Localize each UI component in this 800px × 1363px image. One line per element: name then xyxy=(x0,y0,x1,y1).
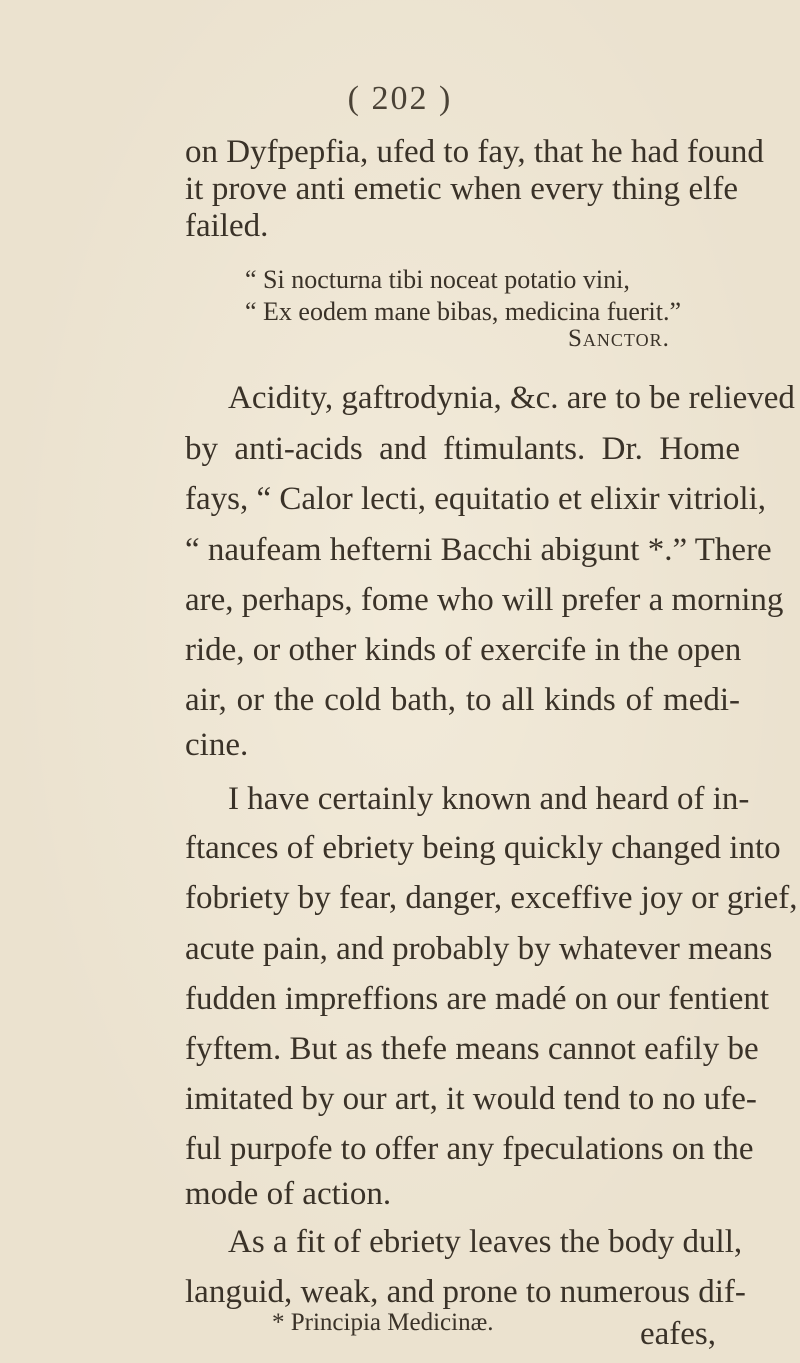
text-line: by anti-acids and ftimulants. Dr. Home xyxy=(185,431,740,467)
text-line: cine. xyxy=(185,727,249,763)
text-line: “ naufeam hefterni Bacchi abigunt *.” There xyxy=(185,532,772,568)
text-line: ful purpofe to offer any fpeculations on the xyxy=(185,1131,754,1167)
text-line: are, perhaps, fome who will prefer a morning xyxy=(185,582,784,618)
text-line: ride, or other kinds of exercife in the open xyxy=(185,632,742,668)
catchword: eafes, xyxy=(640,1316,717,1352)
footnote: * Principia Medicinæ. xyxy=(272,1309,494,1336)
text-line: mode of action. xyxy=(185,1176,392,1212)
page-number: ( 202 ) xyxy=(347,80,453,117)
text-line: languid, weak, and prone to numerous dif- xyxy=(185,1274,746,1310)
quote-line: “ Ex eodem mane bibas, medicina fuerit.” xyxy=(245,297,682,326)
text-line: Acidity, gaftrodynia, &c. are to be relieved xyxy=(228,380,795,416)
text-line: fudden impreffions are madé on our fentient xyxy=(185,981,770,1017)
text-line: fyftem. But as thefe means cannot eafily be xyxy=(185,1031,759,1067)
text-line: failed. xyxy=(185,208,269,244)
text-line: it prove anti emetic when every thing elfe xyxy=(185,171,738,207)
quote-attribution: Sanctor. xyxy=(568,325,670,352)
text-line: As a fit of ebriety leaves the body dull, xyxy=(228,1224,743,1260)
text-line: air, or the cold bath, to all kinds of medi- xyxy=(185,682,740,718)
text-line: ftances of ebriety being quickly changed into xyxy=(185,830,781,866)
text-line: fobriety by fear, danger, exceffive joy or grief, xyxy=(185,880,798,916)
text-line: fays, “ Calor lecti, equitatio et elixir vitrioli, xyxy=(185,481,766,517)
text-line: I have certainly known and heard of in- xyxy=(228,781,750,817)
quote-line: “ Si nocturna tibi noceat potatio vini, xyxy=(245,265,630,294)
text-line: acute pain, and probably by whatever means xyxy=(185,931,773,967)
text-line: imitated by our art, it would tend to no ufe- xyxy=(185,1081,757,1117)
text-line: on Dyfpepfia, ufed to fay, that he had found xyxy=(185,134,764,170)
